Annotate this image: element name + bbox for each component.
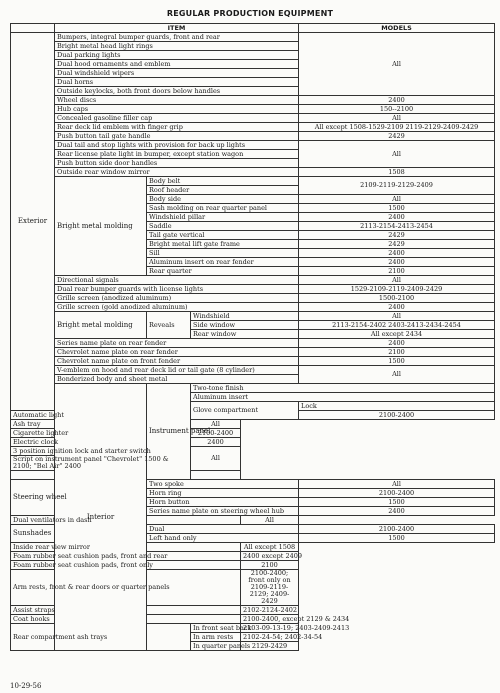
item-cell: In front seat back (191, 624, 241, 633)
item-cell: Assist straps (11, 606, 241, 615)
item-cell: Coat hooks (11, 615, 241, 624)
table-row (11, 339, 495, 348)
models-cell: 2100 (241, 561, 299, 570)
models-cell: 2400 (299, 507, 495, 516)
group-label: Rear compartment ash trays (11, 624, 191, 651)
item-cell: Roof header (147, 186, 299, 195)
table-row (11, 552, 495, 561)
item-cell: Dual ventilators in dash (11, 516, 241, 525)
table-row (11, 438, 495, 447)
table-row (11, 357, 495, 366)
item-cell: Dual hood ornaments and emblem (55, 60, 299, 69)
item-cell: Dual horns (55, 78, 299, 87)
item-cell: Grille screen (anodized aluminum) (55, 294, 299, 303)
table-row (11, 348, 495, 357)
item-cell: Lock (299, 402, 495, 411)
item-cell: Rear quarter (147, 267, 299, 276)
page-date: 10-29-56 (10, 682, 42, 690)
models-cell: All (299, 33, 495, 96)
item-cell: Concealed gasoline filler cap (55, 114, 299, 123)
models-cell: 1500 (299, 204, 495, 213)
table-row (11, 276, 495, 285)
item-cell: In arm rests (191, 633, 241, 642)
item-cell: Sash molding on rear quarter panel (147, 204, 299, 213)
page-title: REGULAR PRODUCTION EQUIPMENT (166, 9, 334, 18)
section-interior: Interior (55, 384, 147, 651)
item-cell: Wheel discs (55, 96, 299, 105)
models-cell: All (299, 276, 495, 285)
models-cell: All (299, 366, 495, 384)
models-cell: All except 1508 (241, 543, 299, 552)
item-cell: Chevrolet name plate on front fender (55, 357, 299, 366)
item-cell: Rear window (191, 330, 299, 339)
item-cell: Horn button (147, 498, 299, 507)
table-row (11, 366, 495, 375)
item-cell: Automatic light (11, 411, 55, 420)
item-cell: Cigarette lighter (11, 429, 191, 438)
models-cell: All except 2434 (299, 330, 495, 339)
models-cell: 2100 (299, 267, 495, 276)
models-cell: All (299, 195, 495, 204)
models-cell: 1500 (299, 498, 495, 507)
item-cell: Hub caps (55, 105, 299, 114)
item-cell: Sill (147, 249, 299, 258)
item-cell: Bonderized body and sheet metal (55, 375, 299, 384)
table-row (11, 114, 495, 123)
table-row (11, 105, 495, 114)
item-cell: Aluminum insert (191, 393, 495, 402)
models-cell: 2113-2154-2413-2454 (299, 222, 495, 231)
models-cell: 2400 (299, 339, 495, 348)
equipment-table (10, 23, 495, 651)
models-cell: 2100-2400 (191, 429, 241, 438)
item-cell: Outside rear window mirror (55, 168, 299, 177)
group-label: Sunshades (11, 525, 55, 543)
item-cell: Inside rear view mirror (11, 543, 241, 552)
table-row (11, 429, 495, 438)
item-cell: Saddle (147, 222, 299, 231)
item-cell: Left hand only (147, 534, 299, 543)
item-cell: Dual (147, 525, 299, 534)
table-row (11, 303, 495, 312)
models-cell: 2102-2124-2402 (241, 606, 299, 615)
models-cell: 2129-2429 (241, 642, 299, 651)
item-cell: Body belt (147, 177, 299, 186)
table-row (11, 168, 495, 177)
table-row (11, 177, 495, 186)
models-cell: 2102-24-54; 2402-34-54 (241, 633, 299, 642)
models-cell: 2429 (299, 231, 495, 240)
models-cell: 2400 (299, 303, 495, 312)
models-cell: 2100-2400; front only on 2109-2119-2129; 2409-2429 (241, 570, 299, 606)
group-label: Steering wheel (11, 480, 55, 516)
item-cell: Series name plate on steering wheel hub (147, 507, 299, 516)
item-cell: Foam rubber seat cushion pads, front and rear (11, 552, 241, 561)
models-cell: 2113-2154-2402 2403-2413-2434-2454 (299, 321, 495, 330)
table-row (11, 294, 495, 303)
item-cell: Script on instrument panel "Chevrolet" 1500 & 2100; "Bel Air" 2400 (11, 456, 191, 471)
item-cell: Outside keylocks, both front doors below handles (55, 87, 299, 96)
table-row (11, 543, 495, 552)
item-cell: Dual windshield wipers (55, 69, 299, 78)
header-row (11, 24, 495, 33)
subgroup-label: Reveals (147, 312, 191, 339)
models-cell: All (299, 480, 495, 489)
item-cell: Directional signals (55, 276, 299, 285)
table-row (11, 516, 495, 525)
models-cell: 2400 (299, 213, 495, 222)
table-row (11, 132, 495, 141)
table-row (11, 285, 495, 294)
item-cell: Foam rubber seat cushion pads, front only (11, 561, 241, 570)
models-cell: All (191, 447, 241, 471)
item-cell: Push button side door handles (55, 159, 299, 168)
item-cell: Series name plate on rear fender (55, 339, 299, 348)
models-cell: 2400 (299, 96, 495, 105)
models-cell: All (299, 114, 495, 123)
models-cell: All (191, 420, 241, 429)
table-row (11, 96, 495, 105)
models-header: MODELS (299, 24, 495, 33)
item-cell: Two spoke (147, 480, 299, 489)
table-row (11, 471, 495, 480)
table-row (11, 606, 495, 615)
item-cell: Push button tail gate handle (55, 132, 299, 141)
models-cell: 2103-09-13-19; 2403-2409-2413 (241, 624, 299, 633)
item-header: ITEM (55, 24, 299, 33)
item-cell: Windshield pillar (147, 213, 299, 222)
item-cell: Rear license plate light in bumper, except station wagon (55, 150, 299, 159)
item-cell: Ash tray (11, 420, 191, 429)
item-cell: Body side (147, 195, 299, 204)
models-cell: 2100-2400 (299, 525, 495, 534)
models-cell: 2400 (299, 258, 495, 267)
table-row (11, 420, 495, 429)
item-cell: Tail gate vertical (147, 231, 299, 240)
models-cell: 2400 (191, 438, 241, 447)
models-cell: 2429 (299, 240, 495, 249)
item-cell: Windshield (191, 312, 299, 321)
models-cell: 2100-2400 (299, 411, 495, 420)
item-cell: Two-tone finish (191, 384, 495, 393)
models-cell: 2400 except 2409 (241, 552, 299, 561)
models-cell: 2100-2400 (299, 489, 495, 498)
item-cell: Arm rests, front & rear doors or quarter panels (11, 570, 241, 606)
models-cell: All (241, 516, 299, 525)
table-row (11, 624, 495, 633)
item-cell: Side window (191, 321, 299, 330)
table-row (11, 33, 495, 42)
models-cell: 1508 (299, 168, 495, 177)
table-row (11, 615, 495, 624)
models-cell: 2109-2119-2129-2409 (299, 177, 495, 195)
models-cell: 1500 (299, 534, 495, 543)
item-cell: Chevrolet name plate on rear fender (55, 348, 299, 357)
group-label: Bright metal molding (55, 312, 147, 339)
table-row (11, 141, 495, 150)
section-exterior: Exterior (11, 33, 55, 411)
item-cell: V-emblem on hood and rear deck lid or tail gate (8 cylinder) (55, 366, 299, 375)
models-cell: All (299, 141, 495, 168)
item-cell: Horn ring (147, 489, 299, 498)
item-cell: Bright metal head light rings (55, 42, 299, 51)
table-row (11, 384, 495, 393)
item-cell: Dual rear bumper guards with license lights (55, 285, 299, 294)
models-cell: 1529-2109-2119-2409-2429 (299, 285, 495, 294)
group-label: Bright metal molding (55, 177, 147, 276)
models-cell: 2100-2400, except 2129 & 2434 (241, 615, 299, 624)
models-cell: 2100 (299, 348, 495, 357)
models-cell: All (299, 312, 495, 321)
item-cell: Dual tail and stop lights with provision for back up lights (55, 141, 299, 150)
item-cell: Bright metal lift gate frame (147, 240, 299, 249)
models-cell: 2400 (299, 249, 495, 258)
item-cell: In quarter panels (191, 642, 241, 651)
item-cell: Aluminum insert on rear fender (147, 258, 299, 267)
models-cell: 150--2100 (299, 105, 495, 114)
models-cell: All except 1508-1529-2109 2119-2129-2409-2429 (299, 123, 495, 132)
group-label: Instrument panel (147, 384, 191, 480)
models-cell: 1500-2100 (299, 294, 495, 303)
item-cell: Grille screen (gold anodized aluminum) (55, 303, 299, 312)
item-cell: Dual parking lights (55, 51, 299, 60)
item-cell: 3 position ignition lock and starter switch (11, 447, 191, 456)
item-cell: Rear deck lid emblem with finger grip (55, 123, 299, 132)
models-cell: 1500 (299, 357, 495, 366)
item-cell: Glove compartment (191, 402, 299, 420)
item-cell: Electric clock (11, 438, 191, 447)
table-row (11, 312, 495, 321)
item-cell: Bumpers, integral bumper guards, front and rear (55, 33, 299, 42)
models-cell: 2429 (299, 132, 495, 141)
